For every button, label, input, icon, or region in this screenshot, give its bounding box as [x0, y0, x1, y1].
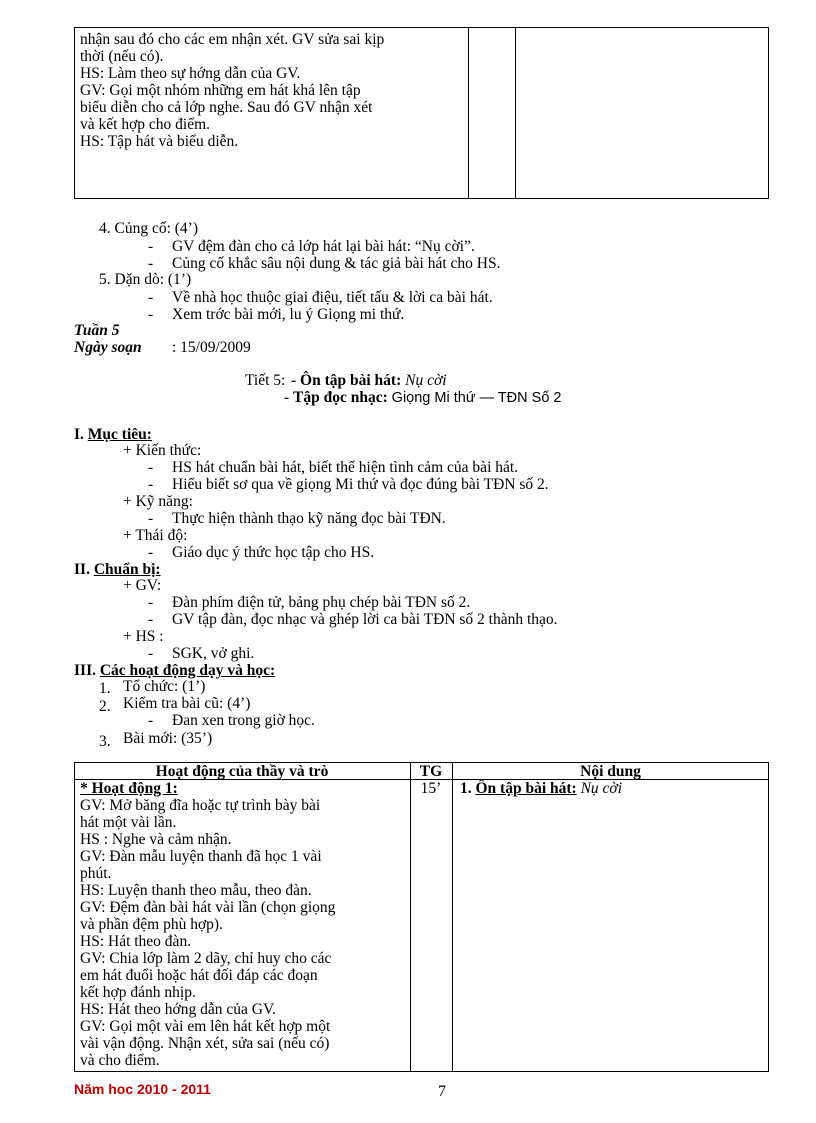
week-label: Tuần 5: [74, 322, 120, 339]
activity-line-13: GV: Gọi một vài em lên hát kết hợp một: [80, 1018, 331, 1035]
top-table-divider-2: [515, 27, 516, 199]
cung-co-item-0: GV đệm đàn cho cả lớp hát lại bài hát: “Nụ cời”.: [172, 238, 475, 255]
activity-line-6: GV: Đệm đàn bài hát vài lần (chọn giọng: [80, 899, 336, 916]
lesson-topic1: [291, 372, 447, 389]
hs-label: + HS :: [123, 628, 164, 645]
activity-line-5: HS: Luyện thanh theo mẫu, theo đàn.: [80, 882, 312, 899]
main-table-divider-2: [452, 762, 453, 1072]
knowledge-label: + Kiến thức:: [123, 442, 202, 459]
date-label: Ngày soạn: [74, 339, 142, 356]
gv-dash-0: -: [148, 594, 154, 611]
activity-line-1: hát một vài lần.: [80, 814, 177, 831]
dan-do-item-1: Xem trớc bài mới, lu ý Giọng mi thứ.: [172, 306, 405, 323]
activity-line-7: và phần đệm phù hợp).: [80, 916, 223, 933]
topic1-dash: -: [291, 372, 297, 389]
topic2-value: Giọng Mi thứ — TĐN Số 2: [391, 390, 562, 406]
gv-item-0: Đàn phím điện tử, bảng phụ chép bài TĐN số 2.: [172, 594, 471, 611]
skills-label: + Kỹ năng:: [123, 493, 193, 510]
cung-co-dash-0: -: [148, 238, 154, 255]
section1-title: Mục tiêu:: [87, 426, 152, 443]
step1-number: 1.: [99, 680, 111, 697]
activity-line-8: HS: Hát theo đàn.: [80, 933, 192, 950]
top-line-5: và kết hợp cho điểm.: [80, 116, 211, 133]
skills-item-0: Thực hiện thành thạo kỹ năng đọc bài TĐN.: [172, 510, 446, 527]
top-line-2: HS: Làm theo sự hớng dẫn của GV.: [80, 65, 301, 82]
knowledge-item-1: Hiểu biết sơ qua về giọng Mi thứ và đọc đúng bài TĐN số 2.: [172, 476, 549, 493]
section3-heading: [74, 662, 275, 679]
content-value: Nụ cời: [580, 780, 623, 797]
activity-line-3: GV: Đàn mẫu luyện thanh đã học 1 vài: [80, 848, 322, 865]
lesson-topic2: [284, 389, 561, 407]
header-time: TG: [419, 763, 443, 780]
top-line-4: biểu diễn cho cả lớp nghe. Sau đó GV nhận xét: [80, 99, 373, 116]
footer-page-number: 7: [438, 1083, 446, 1100]
step3-label: Bài mới: (35’): [123, 730, 213, 747]
activity-line-2: HS : Nghe và cảm nhận.: [80, 831, 232, 848]
attitude-item-0: Giáo dục ý thức học tập cho HS.: [172, 544, 375, 561]
activity-line-9: GV: Chia lớp làm 2 dãy, chỉ huy cho các: [80, 950, 332, 967]
header-content: Nội dung: [580, 763, 641, 780]
activity-title-text: * Hoạt động 1:: [80, 780, 178, 797]
section2-title: Chuẩn bị:: [93, 561, 161, 578]
knowledge-dash-0: -: [148, 459, 154, 476]
activity-line-0: GV: Mở băng đĩa hoặc tự trình bày bài: [80, 797, 321, 814]
topic1-label: Ôn tập bài hát:: [300, 372, 402, 389]
dan-do-heading: 5. Dặn dò: (1’): [99, 271, 192, 288]
top-line-3: GV: Gọi một nhóm những em hát khá lên tập: [80, 82, 361, 99]
activity-title: [80, 780, 406, 797]
cung-co-item-1: Củng cố khắc sâu nội dung & tác giả bài hát cho HS.: [172, 255, 501, 272]
footer-year: Năm hoc 2010 - 2011: [74, 1081, 211, 1097]
hs-item-0: SGK, vở ghi.: [172, 645, 255, 662]
content-label: Ôn tập bài hát:: [475, 780, 577, 797]
step1-label: Tổ chức: (1’): [123, 678, 206, 695]
step3-number: 3.: [99, 733, 111, 750]
knowledge-dash-1: -: [148, 476, 154, 493]
activity-line-15: và cho điểm.: [80, 1052, 160, 1069]
knowledge-item-0: HS hát chuẩn bài hát, biết thể hiện tình cảm của bài hát.: [172, 459, 519, 476]
topic2-label: Tập đọc nhạc:: [293, 389, 388, 406]
section2-roman: II.: [74, 561, 90, 578]
top-line-0: nhận sau đó cho các em nhận xét. GV sửa sai kịp: [80, 31, 385, 48]
step2-item-0: Đan xen trong giờ học.: [172, 712, 315, 729]
step2-label: Kiểm tra bài cũ: (4’): [123, 695, 251, 712]
activity-line-4: phút.: [80, 865, 112, 882]
section3-title: Các hoạt động dạy và học:: [99, 662, 276, 679]
activity-line-12: HS: Hát theo hớng dẫn của GV.: [80, 1001, 277, 1018]
dan-do-item-0: Về nhà học thuộc giai điệu, tiết tấu & lời ca bài hát.: [172, 289, 493, 306]
lesson-period: Tiết 5:: [245, 372, 286, 389]
time-cell: 15’: [420, 780, 442, 797]
content-cell: [460, 780, 622, 797]
skills-dash-0: -: [148, 510, 154, 527]
section1-heading: [74, 426, 152, 443]
topic1-value: Nụ cời: [405, 372, 447, 389]
activity-line-10: em hát đuổi hoặc hát đối đáp các đoạn: [80, 967, 318, 984]
top-line-6: HS: Tập hát và biểu diễn.: [80, 133, 239, 150]
topic2-dash: -: [284, 389, 290, 406]
section3-roman: III.: [74, 662, 96, 679]
dan-do-dash-1: -: [148, 306, 154, 323]
top-table-divider-1: [468, 27, 469, 199]
attitude-label: + Thái độ:: [123, 527, 188, 544]
top-line-1: thời (nếu có).: [80, 48, 164, 65]
top-table-activity-text: [80, 31, 464, 150]
activity-line-14: vài vận động. Nhận xét, sửa sai (nếu có): [80, 1035, 330, 1052]
content-number: 1.: [460, 780, 472, 797]
activity-cell: [80, 780, 406, 1069]
dan-do-dash-0: -: [148, 289, 154, 306]
main-table-divider-1: [410, 762, 411, 1072]
attitude-dash-0: -: [148, 544, 154, 561]
step2-dash-0: -: [148, 712, 154, 729]
hs-dash-0: -: [148, 645, 154, 662]
cung-co-heading: 4. Củng cố: (4’): [99, 220, 199, 237]
activity-line-11: kết hợp đánh nhịp.: [80, 984, 196, 1001]
header-activity: Hoạt động của thầy và trò: [155, 763, 329, 780]
cung-co-dash-1: -: [148, 255, 154, 272]
step2-number: 2.: [99, 698, 111, 715]
date-value: : 15/09/2009: [172, 339, 251, 356]
gv-dash-1: -: [148, 611, 154, 628]
section2-heading: [74, 561, 161, 578]
gv-label: + GV:: [123, 577, 162, 594]
section1-roman: I.: [74, 426, 84, 443]
gv-item-1: GV tập đàn, đọc nhạc và ghép lời ca bài TĐN số 2 thành thạo.: [172, 611, 558, 628]
